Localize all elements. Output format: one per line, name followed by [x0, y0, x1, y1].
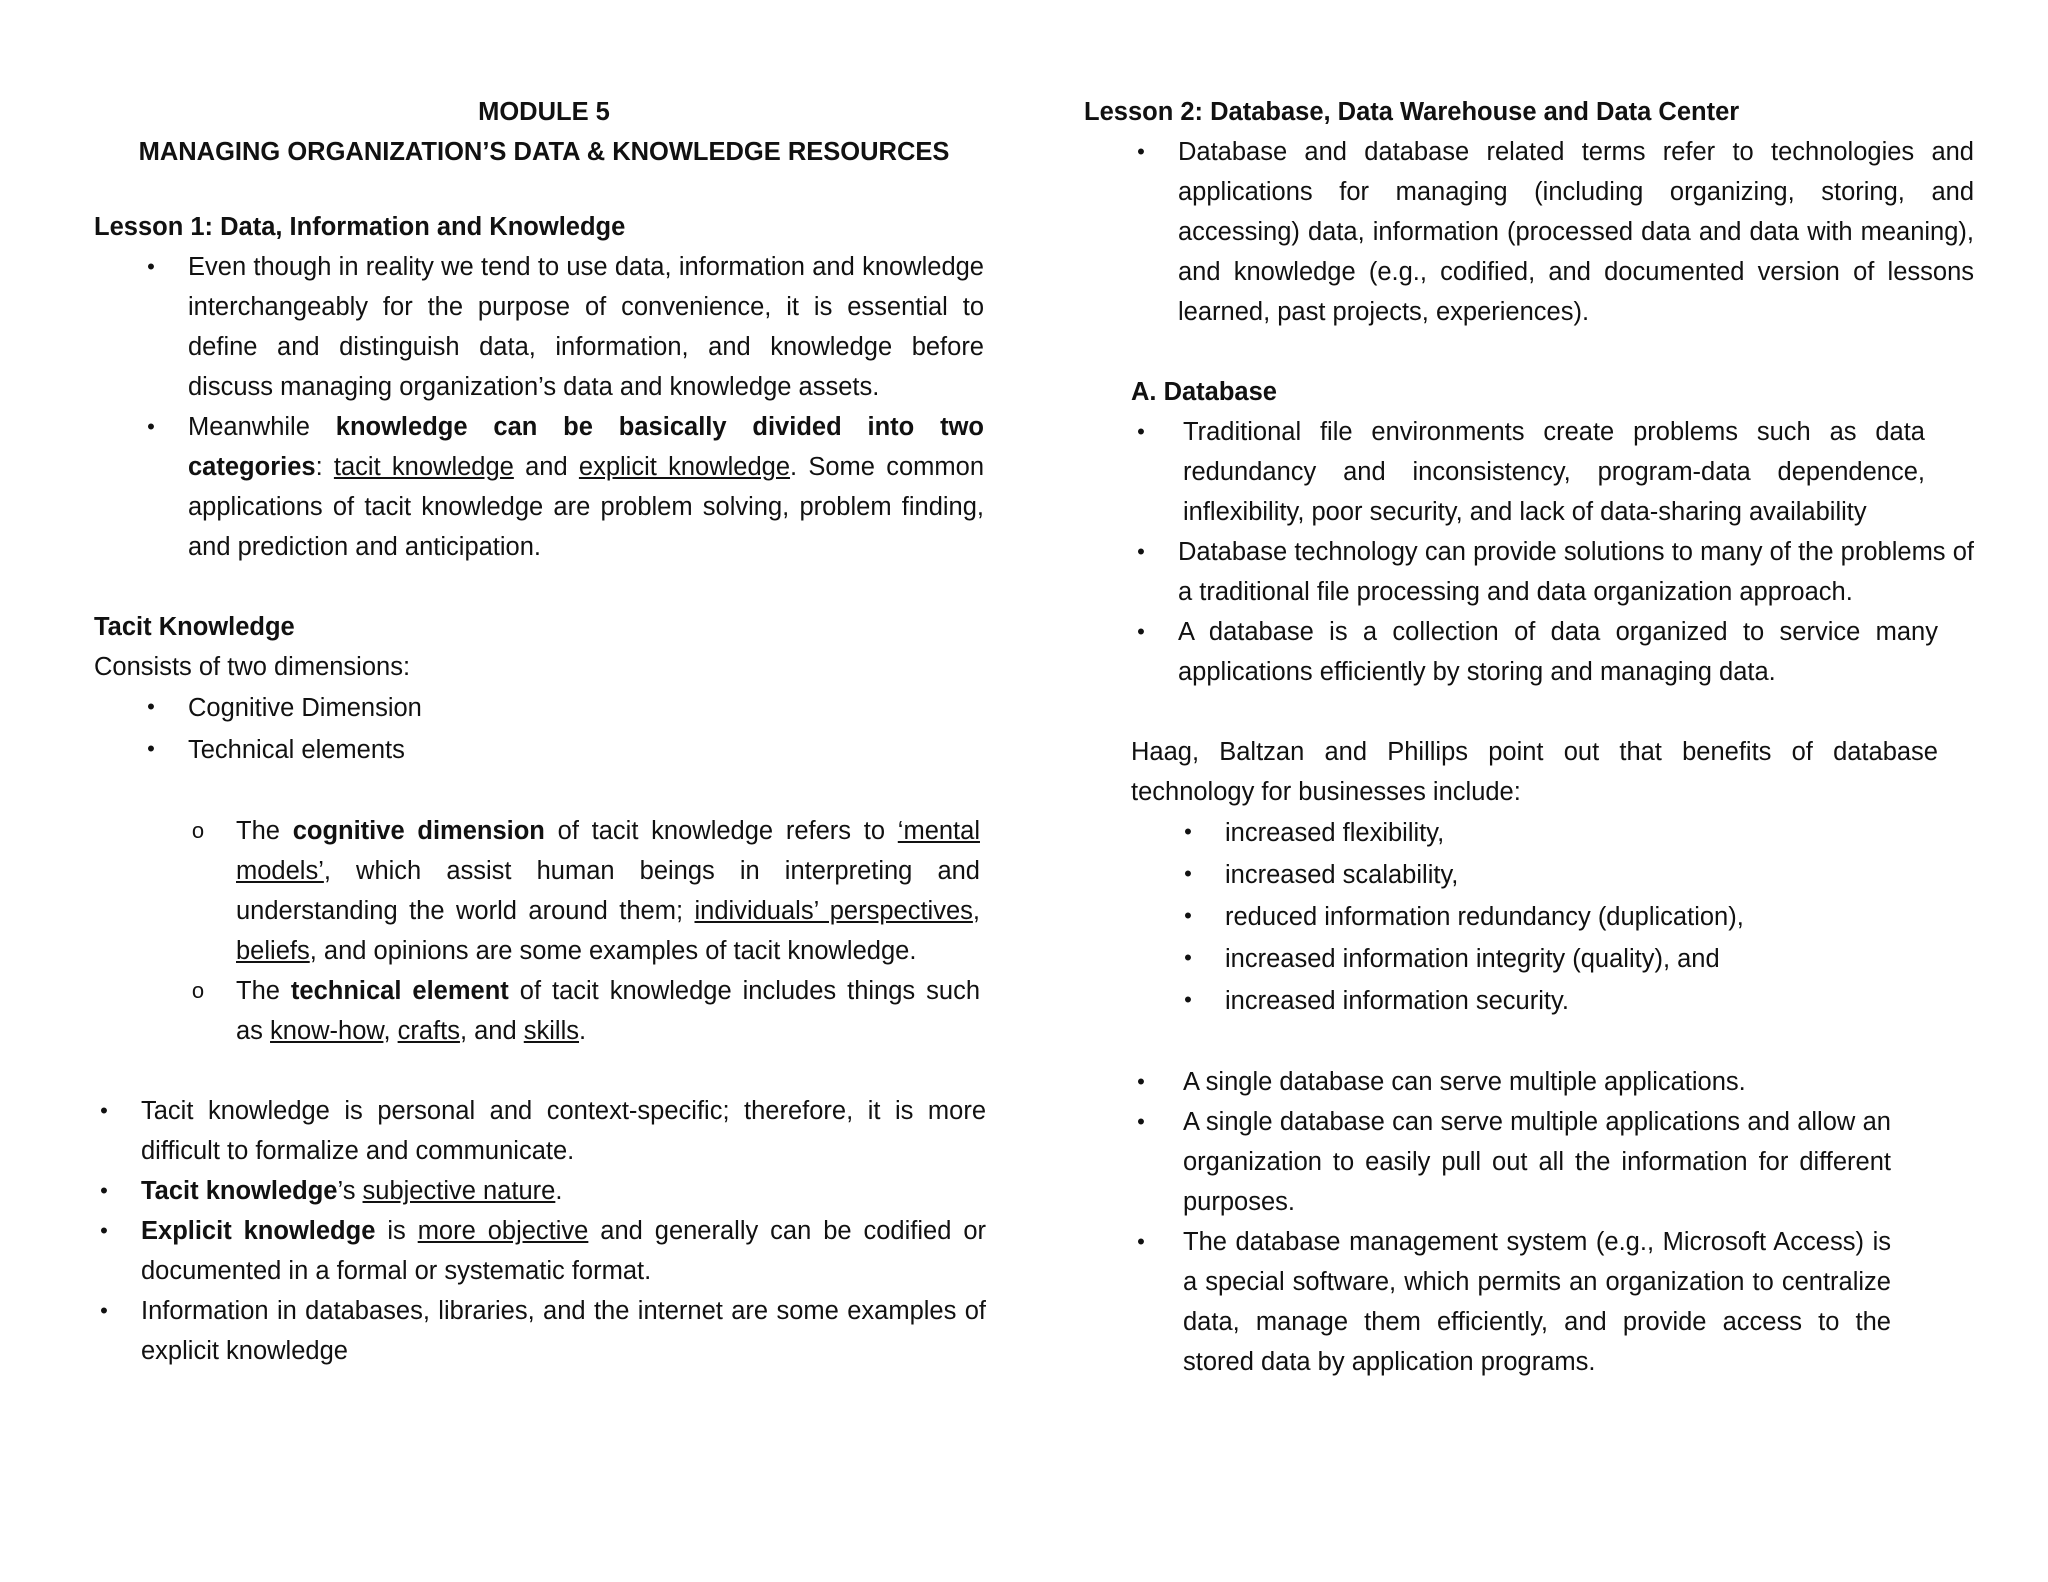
- summary-text: Explicit knowledge is more objective and generally can be codified or documented in a formal or systematic format.: [141, 1217, 986, 1285]
- bullet-icon: •: [147, 694, 155, 719]
- bullet-icon: •: [100, 1298, 108, 1323]
- bullet-icon: •: [147, 414, 155, 439]
- list-item: [1178, 980, 1984, 1022]
- module-subtitle: MANAGING ORGANIZATION’S DATA & KNOWLEDGE RESOURCES: [138, 138, 950, 166]
- bullet-icon: •: [100, 1178, 108, 1203]
- technical-element-text: The technical element of tacit knowledge includes things such as know-how, crafts, and skills.: [236, 977, 981, 1045]
- bullet-icon: •: [1184, 987, 1192, 1012]
- bullet-icon: •: [1137, 1109, 1145, 1134]
- list-item: [94, 1091, 986, 1171]
- database-final-text: A single database can serve multiple applications and allow an organization to easily pull out all the information for different purposes.: [1183, 1108, 1891, 1216]
- bullet-icon: •: [1184, 819, 1192, 844]
- lesson2-bullet-text: Database and database related terms refer to technologies and applications for managing (including organizing, storing, and accessing) data, information (processed data and data with meaning), and knowledge (e.g., codified, and documented version of lessons learned, past projects, experiences).: [1178, 138, 1974, 326]
- benefit-text: increased information integrity (quality), and: [1225, 945, 1720, 973]
- lesson2-bullets: [1131, 132, 1974, 332]
- summary-text: Tacit knowledge is personal and context-specific; therefore, it is more difficult to formalize and communicate.: [141, 1097, 986, 1165]
- benefit-text: reduced information redundancy (duplication),: [1225, 903, 1744, 931]
- list-item: [1131, 1062, 1891, 1102]
- list-item: [188, 971, 980, 1051]
- database-final-bullets: [1131, 1062, 1891, 1382]
- tacit-dimensions-list: [141, 687, 994, 771]
- list-item: [1131, 532, 1974, 612]
- summary-text: Information in databases, libraries, and the internet are some examples of explicit knowledge: [141, 1297, 986, 1365]
- tacit-dimension: Technical elements: [188, 736, 405, 764]
- database-bullet-text: Traditional file environments create problems such as data redundancy and inconsistency, program-data dependence, inflexibility, poor security, and lack of data-sharing availability: [1183, 418, 1925, 526]
- list-item: [141, 247, 984, 407]
- bullet-icon: •: [147, 736, 155, 761]
- list-item: [188, 811, 980, 971]
- haag-intro: Haag, Baltzan and Phillips point out that benefits of database technology for businesses include:: [1131, 738, 1938, 806]
- lesson2-heading: Lesson 2: Database, Data Warehouse and Data Center: [1084, 98, 1740, 126]
- benefit-text: increased flexibility,: [1225, 819, 1445, 847]
- lesson1-bullets: [141, 247, 984, 567]
- list-item: [141, 407, 984, 567]
- bullet-icon: •: [1184, 945, 1192, 970]
- bullet-icon: •: [100, 1098, 108, 1123]
- tacit-sub-list: [188, 811, 980, 1051]
- bullet-icon: •: [1137, 1069, 1145, 1094]
- list-item: [94, 1291, 986, 1371]
- list-item: [1178, 896, 1984, 938]
- list-item: [141, 729, 994, 771]
- cognitive-dimension-text: The cognitive dimension of tacit knowledge refers to ‘mental models’, which assist human beings in interpreting and understanding the world around them; individuals’ perspectives, beliefs, and opinions are some examples of tacit knowledge.: [236, 817, 980, 965]
- right-column: [1084, 92, 1984, 1382]
- database-final-text: A single database can serve multiple applications.: [1183, 1068, 1746, 1096]
- benefit-text: increased scalability,: [1225, 861, 1459, 889]
- database-bullets: [1131, 412, 1974, 692]
- bullet-icon: •: [1137, 539, 1145, 564]
- list-item: [141, 687, 994, 729]
- list-item: [94, 1171, 986, 1211]
- bullet-icon: •: [1184, 861, 1192, 886]
- bullet-icon: •: [1137, 619, 1145, 644]
- bullet-icon: •: [1137, 1229, 1145, 1254]
- module-title: MODULE 5: [478, 98, 610, 126]
- bullet-icon: •: [147, 254, 155, 279]
- tacit-intro: Consists of two dimensions:: [94, 653, 411, 681]
- circle-bullet-icon: o: [191, 978, 205, 1003]
- tacit-heading: Tacit Knowledge: [94, 613, 295, 641]
- circle-bullet-icon: o: [191, 818, 205, 843]
- database-bullet-text: A database is a collection of data organized to service many applications efficiently by storing and managing data.: [1178, 618, 1938, 686]
- lesson1-heading: Lesson 1: Data, Information and Knowledge: [94, 213, 626, 241]
- left-column: [94, 92, 994, 1371]
- bullet-icon: •: [1184, 903, 1192, 928]
- benefits-list: [1178, 812, 1984, 1022]
- list-item: [1178, 854, 1984, 896]
- list-item: [1131, 1102, 1891, 1222]
- list-item: [1131, 132, 1974, 332]
- list-item: [1178, 938, 1984, 980]
- knowledge-summary-list: [94, 1091, 986, 1371]
- tacit-dimension: Cognitive Dimension: [188, 694, 422, 722]
- list-item: [1131, 612, 1938, 692]
- list-item: [1131, 412, 1925, 532]
- benefit-text: increased information security.: [1225, 987, 1569, 1015]
- database-heading: A. Database: [1131, 378, 1277, 406]
- bullet-icon: •: [1137, 419, 1145, 444]
- database-bullet-text: Database technology can provide solutions to many of the problems of a traditional file processing and data organization approach.: [1178, 538, 1974, 606]
- database-final-text: The database management system (e.g., Microsoft Access) is a special software, which permits an organization to centralize data, manage them efficiently, and provide access to the stored data by application programs.: [1183, 1228, 1891, 1376]
- list-item: [94, 1211, 986, 1291]
- bullet-icon: •: [1137, 139, 1145, 164]
- list-item: [1131, 1222, 1891, 1382]
- lesson1-bullet-text: Meanwhile knowledge can be basically divided into two categories: tacit knowledge and explicit knowledge. Some common applications of tacit knowledge are problem solving, problem finding, and prediction and anticipation.: [188, 413, 985, 561]
- list-item: [1178, 812, 1984, 854]
- summary-text: Tacit knowledge’s subjective nature.: [141, 1177, 563, 1205]
- bullet-icon: •: [100, 1218, 108, 1243]
- lesson1-bullet-text: Even though in reality we tend to use data, information and knowledge interchangeably for the purpose of convenience, it is essential to define and distinguish data, information, and knowledge before discuss managing organization’s data and knowledge assets.: [188, 253, 984, 401]
